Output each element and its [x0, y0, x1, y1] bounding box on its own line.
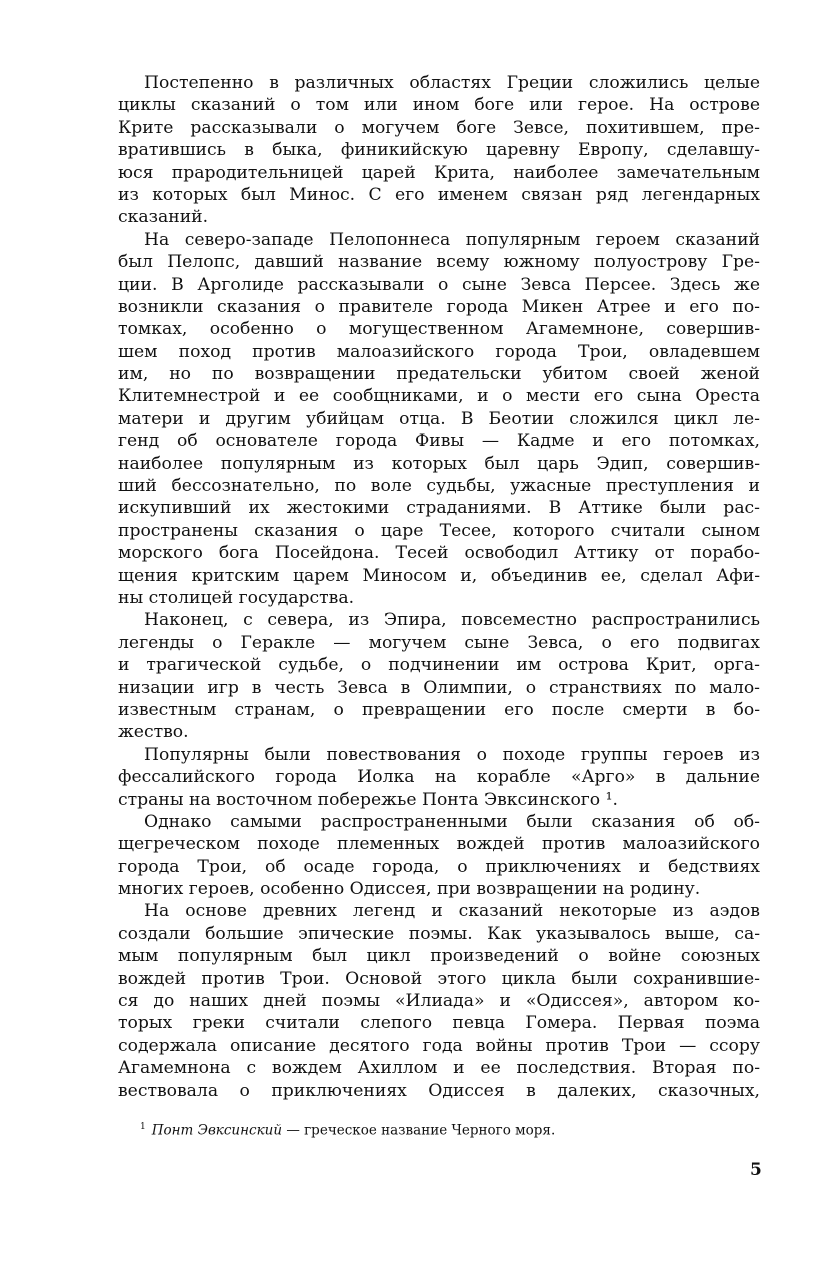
text-line: вождей против Трои. Основой этого цикла были сохранившие-: [118, 968, 760, 989]
text-line: пространены сказания о царе Тесее, которого считали сыном: [118, 520, 760, 541]
text-line: Крите рассказывали о могучем боге Зевсе, похитившем, пре-: [118, 117, 760, 138]
paragraph: [118, 609, 760, 743]
body-text: [118, 72, 760, 1102]
text-line: им, но по возвращении предательски убитом своей женой: [118, 364, 760, 385]
text-line: юся прародительницей царей Крита, наиболее замечательным: [118, 162, 760, 183]
text-line: города Трои, об осаде города, о приключениях и бедствиях: [118, 856, 760, 877]
footnote-text: — греческое название Черного моря.: [282, 1122, 556, 1139]
text-line: торых греки считали слепого певца Гомера. Первая поэма: [118, 1013, 760, 1034]
paragraph: [118, 744, 760, 811]
text-line: известным странам, о превращении его после смерти в бо-: [118, 699, 760, 720]
text-line: содержала описание десятого года войны против Трои — ссору: [118, 1035, 760, 1056]
text-line: морского бога Посейдона. Тесей освободил Аттику от порабо-: [118, 543, 760, 564]
text-line: и трагической судьбе, о подчинении им острова Крит, орга-: [118, 655, 760, 676]
text-line: легенды о Геракле — могучем сыне Зевса, о его подвигах: [118, 632, 760, 653]
text-line: матери и другим убийцам отца. В Беотии сложился цикл ле-: [118, 408, 760, 429]
paragraph: [118, 72, 760, 229]
paragraph: [118, 229, 760, 610]
text-line: создали большие эпические поэмы. Как указывалось выше, са-: [118, 923, 760, 944]
text-line: страны на восточном побережье Понта Эвксинского ¹.: [118, 789, 618, 810]
text-line: низации игр в честь Зевса в Олимпии, о странствиях по мало-: [118, 677, 760, 698]
text-line: многих героев, особенно Одиссея, при возвращении на родину.: [118, 879, 701, 900]
text-line: щения критским царем Миносом и, объединив ее, сделал Афи-: [118, 565, 760, 586]
footnote-term: Понт Эвксинский: [151, 1122, 283, 1139]
text-line: наиболее популярным из которых был царь Эдип, совершив-: [118, 453, 760, 474]
text-line: щегреческом походе племенных вождей против малоазийского: [118, 834, 760, 855]
text-line: Агамемнона с вождем Ахиллом и ее последствия. Вторая по-: [118, 1058, 760, 1079]
text-line: фессалийского города Иолка на корабле «Арго» в дальние: [118, 767, 760, 788]
text-line: ны столицей государства.: [118, 587, 355, 608]
paragraph: [118, 900, 760, 1102]
text-line: шем поход против малоазийского города Трои, овладевшем: [118, 341, 760, 362]
page-number: 5: [750, 1160, 762, 1180]
text-line: Клитемнестрой и ее сообщниками, и о мести его сына Ореста: [118, 386, 760, 407]
text-line: возникли сказания о правителе города Микен Атрее и его по-: [118, 296, 760, 317]
text-line: Популярны были повествования о походе группы героев из: [144, 744, 760, 765]
text-line: генд об основателе города Фивы — Кадме и его потомках,: [118, 431, 760, 452]
text-line: искупивший их жестокими страданиями. В Аттике были рас-: [118, 498, 760, 519]
text-line: жество.: [118, 722, 189, 743]
text-line: мым популярным был цикл произведений о войне союзных: [118, 946, 760, 967]
paragraph: [118, 811, 760, 901]
text-line: ший бессознательно, по воле судьбы, ужасные преступления и: [118, 476, 760, 497]
text-line: Однако самыми распространенными были сказания об об-: [144, 811, 760, 832]
text-line: вратившись в быка, финикийскую царевну Европу, сделавшу-: [118, 140, 760, 161]
text-line: Постепенно в различных областях Греции сложились целые: [144, 73, 760, 93]
footnote: [140, 1122, 555, 1139]
text-line: вествовала о приключениях Одиссея в далеких, сказочных,: [118, 1080, 760, 1101]
text-line: На основе древних легенд и сказаний некоторые из аэдов: [144, 901, 760, 922]
footnote-marker: 1: [140, 1122, 146, 1132]
text-line: из которых был Минос. С его именем связан ряд легендарных: [118, 184, 760, 205]
text-line: На северо-западе Пелопоннеса популярным героем сказаний: [144, 229, 760, 250]
text-line: Наконец, с севера, из Эпира, повсеместно распространились: [144, 610, 760, 631]
text-line: ся до наших дней поэмы «Илиада» и «Одиссея», автором ко-: [118, 991, 760, 1012]
text-line: томках, особенно о могущественном Агамемноне, совершив-: [118, 319, 760, 340]
text-line: циклы сказаний о том или ином боге или герое. На острове: [118, 95, 760, 116]
text-line: ции. В Арголиде рассказывали о сыне Зевса Персее. Здесь же: [118, 274, 760, 295]
text-line: сказаний.: [118, 207, 209, 228]
text-line: был Пелопс, давший название всему южному полуострову Гре-: [118, 252, 760, 273]
